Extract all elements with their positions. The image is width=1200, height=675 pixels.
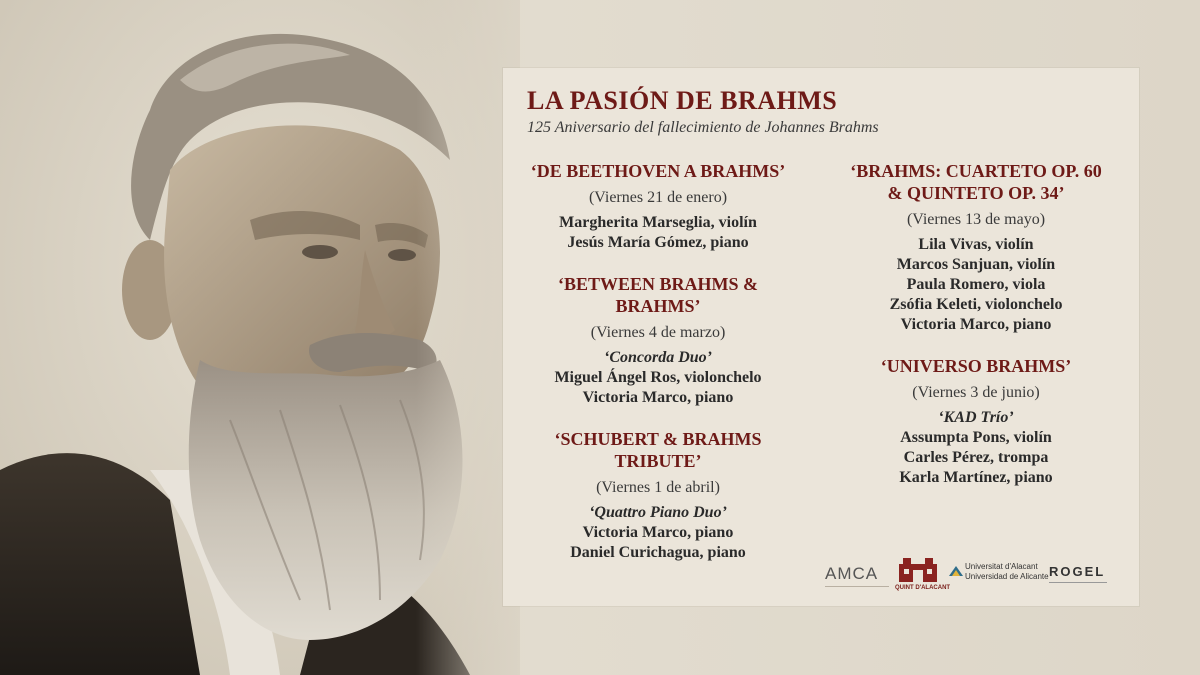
sponsor-logos [825, 556, 1125, 592]
concert-item [503, 273, 813, 408]
concert-date: (Viernes 3 de junio) [912, 384, 1040, 401]
page-subtitle: 125 Aniversario del fallecimiento de Johannes Brahms [527, 119, 879, 136]
rogel-logo-underline [1049, 582, 1107, 583]
performer: Daniel Curichagua, piano [570, 544, 746, 561]
performer: Zsófia Keleti, violonchelo [889, 296, 1063, 313]
concert-item [821, 160, 1131, 335]
university-name-spanish: Universidad de Alicante [965, 572, 1049, 581]
programme-panel [503, 68, 1139, 606]
performer: Carles Pérez, trompa [903, 449, 1049, 466]
concert-title: ‘DE BEETHOVEN A BRAHMS’ [530, 161, 786, 181]
concert-item [503, 160, 813, 253]
performer: Victoria Marco, piano [582, 389, 734, 406]
university-logo-text [965, 562, 1049, 582]
amca-logo-underline [825, 586, 889, 587]
performer: Margherita Marseglia, violín [559, 214, 757, 231]
concert-title: ‘UNIVERSO BRAHMS’ [880, 356, 1072, 376]
performer: Miguel Ángel Ros, violonchelo [554, 369, 762, 386]
performer: Jesús María Gómez, piano [567, 234, 749, 251]
concert-ensemble: ‘Quattro Piano Duo’ [589, 504, 727, 521]
performer: Lila Vivas, violín [918, 236, 1034, 253]
concerts-left-column [503, 160, 813, 583]
concert-ensemble: ‘Concorda Duo’ [603, 349, 712, 366]
quint-logo-label: QUINT D'ALACANT [895, 585, 951, 591]
concert-date: (Viernes 13 de mayo) [906, 211, 1046, 228]
page-title: LA PASIÓN DE BRAHMS [527, 86, 838, 115]
concert-date: (Viernes 4 de marzo) [590, 324, 726, 341]
university-mark-icon [949, 564, 963, 583]
performer: Marcos Sanjuan, violín [896, 256, 1056, 273]
concert-ensemble: ‘KAD Trío’ [938, 409, 1014, 426]
performer: Karla Martínez, piano [899, 469, 1053, 486]
concert-title: ‘SCHUBERT & BRAHMS TRIBUTE’ [554, 429, 762, 471]
concert-title: ‘BRAHMS: CUARTETO OP. 60 & QUINTETO OP. 34’ [850, 161, 1102, 203]
performer: Assumpta Pons, violín [900, 429, 1052, 446]
amca-logo: AMCA [825, 564, 879, 583]
performer: Victoria Marco, piano [900, 316, 1052, 333]
concerts-right-column [821, 160, 1131, 508]
concert-item [821, 355, 1131, 488]
concert-title: ‘BETWEEN BRAHMS & BRAHMS’ [557, 274, 759, 316]
concert-date: (Viernes 21 de enero) [588, 189, 728, 206]
concert-date: (Viernes 1 de abril) [596, 479, 720, 496]
concert-item [503, 428, 813, 563]
performer: Victoria Marco, piano [582, 524, 734, 541]
performer: Paula Romero, viola [906, 276, 1046, 293]
university-name-valencian: Universitat d'Alacant [965, 562, 1038, 571]
rogel-logo: ROGEL [1049, 564, 1106, 579]
brahms-portrait [0, 0, 520, 675]
